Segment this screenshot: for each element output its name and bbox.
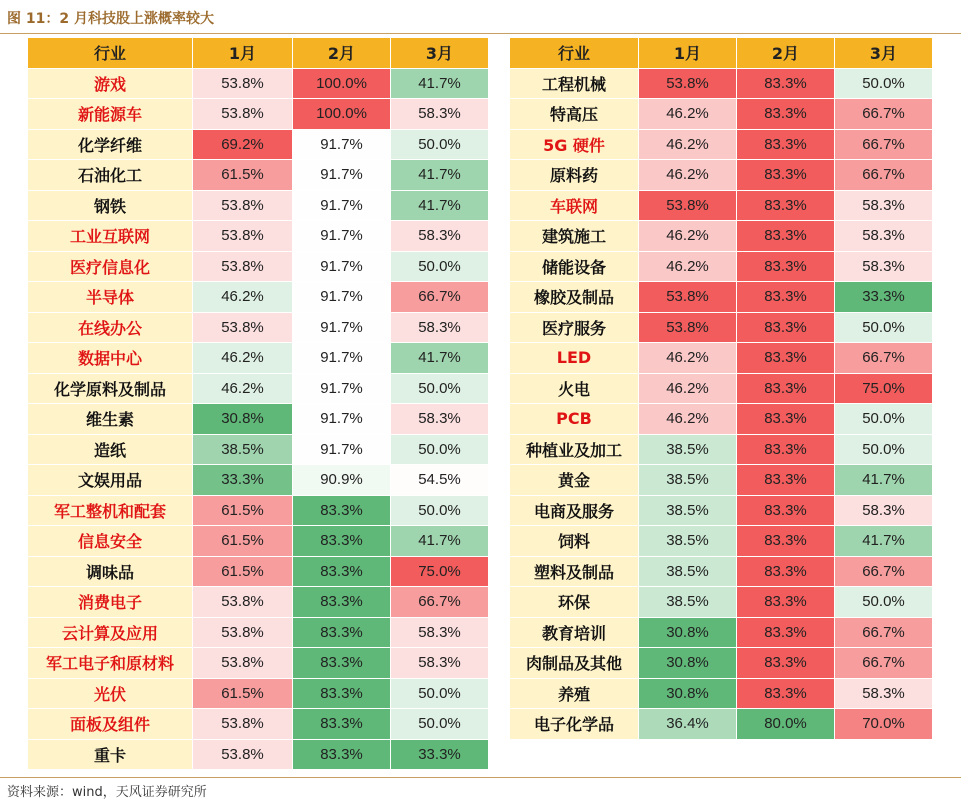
industry-label: 5G 硬件: [510, 129, 639, 160]
heatmap-cell: 83.3%: [737, 465, 835, 496]
table-row: [28, 190, 489, 221]
heatmap-cell: 66.7%: [835, 129, 933, 160]
heatmap-cell: 83.3%: [737, 160, 835, 191]
industry-label: 云计算及应用: [28, 617, 193, 648]
heatmap-cell: 61.5%: [193, 526, 293, 557]
heatmap-cell: 61.5%: [193, 678, 293, 709]
heatmap-cell: 53.8%: [193, 709, 293, 740]
table-row: [510, 617, 933, 648]
heatmap-cell: 83.3%: [293, 739, 391, 770]
heatmap-cell: 83.3%: [737, 282, 835, 313]
industry-label: 火电: [510, 373, 639, 404]
column-header-industry: 行业: [28, 38, 193, 69]
industry-label: 医疗服务: [510, 312, 639, 343]
column-header-industry: 行业: [510, 38, 639, 69]
heatmap-cell: 66.7%: [391, 282, 489, 313]
table-row: [510, 68, 933, 99]
table-row: [28, 495, 489, 526]
heatmap-cell: 83.3%: [293, 556, 391, 587]
heatmap-cell: 83.3%: [737, 343, 835, 374]
industry-label: 造纸: [28, 434, 193, 465]
table-row: [28, 312, 489, 343]
heatmap-cell: 50.0%: [391, 251, 489, 282]
source-rule: [0, 777, 961, 778]
table-row: [28, 68, 489, 99]
heatmap-cell: 50.0%: [391, 678, 489, 709]
industry-label: 环保: [510, 587, 639, 618]
table-row: [28, 465, 489, 496]
heatmap-cell: 38.5%: [193, 434, 293, 465]
heatmap-cell: 53.8%: [639, 312, 737, 343]
heatmap-cell: 83.3%: [737, 68, 835, 99]
industry-label: 黄金: [510, 465, 639, 496]
heatmap-cell: 36.4%: [639, 709, 737, 740]
industry-label: 塑料及制品: [510, 556, 639, 587]
table-row: [28, 617, 489, 648]
figure-title: 图 11：2 月科技股上涨概率较大: [7, 11, 214, 27]
heatmap-cell: 83.3%: [737, 251, 835, 282]
heatmap-cell: 50.0%: [391, 373, 489, 404]
heatmap-cell: 46.2%: [639, 99, 737, 130]
table-row: [510, 495, 933, 526]
heatmap-cell: 83.3%: [293, 587, 391, 618]
heatmap-cell: 53.8%: [193, 221, 293, 252]
heatmap-cell: 100.0%: [293, 68, 391, 99]
header-row: [510, 38, 933, 69]
heatmap-cell: 46.2%: [639, 373, 737, 404]
industry-label: 钢铁: [28, 190, 193, 221]
heatmap-cell: 53.8%: [193, 617, 293, 648]
column-header-jan: 1月: [193, 38, 293, 69]
heatmap-cell: 50.0%: [391, 129, 489, 160]
table-row: [510, 160, 933, 191]
heatmap-cell: 38.5%: [639, 556, 737, 587]
industry-label: 半导体: [28, 282, 193, 313]
heatmap-cell: 41.7%: [391, 68, 489, 99]
table-row: [28, 526, 489, 557]
table-row: [28, 709, 489, 740]
industry-label: 消费电子: [28, 587, 193, 618]
table-row: [510, 556, 933, 587]
table-row: [510, 190, 933, 221]
industry-label: 在线办公: [28, 312, 193, 343]
source-note: 资料来源：wind，天风证券研究所: [7, 785, 207, 800]
industry-label: LED: [510, 343, 639, 374]
heatmap-cell: 50.0%: [835, 404, 933, 435]
heatmap-cell: 46.2%: [639, 404, 737, 435]
heatmap-cell: 38.5%: [639, 526, 737, 557]
heatmap-cell: 66.7%: [835, 99, 933, 130]
heatmap-cell: 53.8%: [193, 739, 293, 770]
heatmap-cell: 46.2%: [639, 251, 737, 282]
heatmap-cell: 53.8%: [639, 190, 737, 221]
heatmap-cell: 46.2%: [639, 343, 737, 374]
heatmap-cell: 91.7%: [293, 373, 391, 404]
heatmap-cell: 91.7%: [293, 160, 391, 191]
industry-label: 光伏: [28, 678, 193, 709]
heatmap-cell: 58.3%: [835, 678, 933, 709]
heatmap-cell: 100.0%: [293, 99, 391, 130]
table-row: [28, 678, 489, 709]
industry-label: 建筑施工: [510, 221, 639, 252]
heatmap-cell: 46.2%: [193, 282, 293, 313]
industry-label: 化学纤维: [28, 129, 193, 160]
industry-label: 维生素: [28, 404, 193, 435]
table-row: [510, 343, 933, 374]
heatmap-cell: 83.3%: [737, 373, 835, 404]
table-row: [510, 373, 933, 404]
table-row: [28, 99, 489, 130]
table-row: [28, 648, 489, 679]
heatmap-cell: 91.7%: [293, 343, 391, 374]
heatmap-cell: 83.3%: [737, 312, 835, 343]
heatmap-cell: 58.3%: [835, 495, 933, 526]
heatmap-cell: 91.7%: [293, 190, 391, 221]
heatmap-cell: 38.5%: [639, 587, 737, 618]
heatmap-cell: 83.3%: [737, 404, 835, 435]
table-row: [28, 282, 489, 313]
table-body-right: [510, 68, 933, 739]
heatmap-cell: 66.7%: [835, 556, 933, 587]
heatmap-cell: 58.3%: [835, 190, 933, 221]
heatmap-cell: 58.3%: [391, 617, 489, 648]
heatmap-cell: 50.0%: [835, 587, 933, 618]
heatmap-cell: 58.3%: [391, 648, 489, 679]
industry-label: 调味品: [28, 556, 193, 587]
heatmap-cell: 54.5%: [391, 465, 489, 496]
industry-label: 车联网: [510, 190, 639, 221]
heatmap-cell: 58.3%: [391, 312, 489, 343]
heatmap-cell: 83.3%: [737, 434, 835, 465]
heatmap-cell: 38.5%: [639, 495, 737, 526]
heatmap-cell: 91.7%: [293, 404, 391, 435]
heatmap-cell: 69.2%: [193, 129, 293, 160]
heatmap-cell: 30.8%: [639, 678, 737, 709]
heatmap-cell: 53.8%: [193, 587, 293, 618]
table-row: [510, 709, 933, 740]
table-row: [510, 404, 933, 435]
heatmap-cell: 53.8%: [193, 99, 293, 130]
heatmap-cell: 83.3%: [737, 648, 835, 679]
heatmap-cell: 53.8%: [193, 251, 293, 282]
heatmap-cell: 53.8%: [639, 68, 737, 99]
heatmap-cell: 83.3%: [293, 678, 391, 709]
industry-label: 种植业及加工: [510, 434, 639, 465]
heatmap-cell: 91.7%: [293, 282, 391, 313]
heatmap-cell: 30.8%: [639, 648, 737, 679]
heatmap-cell: 38.5%: [639, 465, 737, 496]
heatmap-cell: 50.0%: [835, 68, 933, 99]
table-row: [28, 343, 489, 374]
heatmap-cell: 91.7%: [293, 251, 391, 282]
heatmap-cell: 83.3%: [737, 99, 835, 130]
heatmap-cell: 83.3%: [737, 587, 835, 618]
table-row: [510, 434, 933, 465]
heatmap-cell: 83.3%: [737, 495, 835, 526]
heatmap-cell: 83.3%: [737, 678, 835, 709]
table-row: [510, 282, 933, 313]
heatmap-cell: 53.8%: [193, 648, 293, 679]
heatmap-cell: 66.7%: [835, 160, 933, 191]
industry-label: 橡胶及制品: [510, 282, 639, 313]
heatmap-cell: 83.3%: [737, 129, 835, 160]
industry-label: 养殖: [510, 678, 639, 709]
heatmap-cell: 58.3%: [835, 221, 933, 252]
heatmap-table-left: [27, 37, 489, 770]
heatmap-cell: 66.7%: [835, 343, 933, 374]
heatmap-cell: 83.3%: [293, 709, 391, 740]
heatmap-cell: 50.0%: [391, 434, 489, 465]
heatmap-cell: 53.8%: [639, 282, 737, 313]
heatmap-cell: 61.5%: [193, 556, 293, 587]
table-row: [28, 434, 489, 465]
industry-label: 化学原料及制品: [28, 373, 193, 404]
industry-label: 电子化学品: [510, 709, 639, 740]
industry-label: 石油化工: [28, 160, 193, 191]
heatmap-cell: 83.3%: [737, 617, 835, 648]
industry-label: 新能源车: [28, 99, 193, 130]
table-row: [28, 373, 489, 404]
heatmap-cell: 41.7%: [391, 343, 489, 374]
column-header-jan: 1月: [639, 38, 737, 69]
table-row: [510, 251, 933, 282]
header-row: [28, 38, 489, 69]
column-header-mar: 3月: [391, 38, 489, 69]
heatmap-cell: 83.3%: [293, 495, 391, 526]
heatmap-cell: 61.5%: [193, 495, 293, 526]
heatmap-cell: 53.8%: [193, 312, 293, 343]
table-row: [510, 678, 933, 709]
table-row: [28, 739, 489, 770]
heatmap-cell: 53.8%: [193, 68, 293, 99]
table-row: [510, 587, 933, 618]
heatmap-cell: 46.2%: [639, 129, 737, 160]
heatmap-cell: 46.2%: [639, 221, 737, 252]
heatmap-cell: 61.5%: [193, 160, 293, 191]
column-header-feb: 2月: [737, 38, 835, 69]
heatmap-cell: 58.3%: [391, 404, 489, 435]
heatmap-cell: 83.3%: [737, 221, 835, 252]
heatmap-cell: 66.7%: [835, 617, 933, 648]
table-body-left: [28, 68, 489, 770]
industry-label: 工程机械: [510, 68, 639, 99]
table-row: [28, 129, 489, 160]
column-header-mar: 3月: [835, 38, 933, 69]
table-row: [28, 160, 489, 191]
heatmap-cell: 41.7%: [835, 526, 933, 557]
heatmap-cell: 46.2%: [193, 343, 293, 374]
heatmap-cell: 91.7%: [293, 312, 391, 343]
heatmap-table-right: [509, 37, 933, 740]
heatmap-cell: 58.3%: [391, 221, 489, 252]
table-row: [510, 465, 933, 496]
industry-label: 教育培训: [510, 617, 639, 648]
heatmap-cell: 66.7%: [391, 587, 489, 618]
industry-label: 数据中心: [28, 343, 193, 374]
heatmap-cell: 33.3%: [391, 739, 489, 770]
heatmap-cell: 91.7%: [293, 221, 391, 252]
industry-label: 原料药: [510, 160, 639, 191]
industry-label: 文娱用品: [28, 465, 193, 496]
industry-label: 饲料: [510, 526, 639, 557]
table-row: [28, 404, 489, 435]
table-row: [28, 587, 489, 618]
heatmap-cell: 80.0%: [737, 709, 835, 740]
heatmap-cell: 46.2%: [639, 160, 737, 191]
table-row: [510, 221, 933, 252]
heatmap-cell: 50.0%: [391, 709, 489, 740]
heatmap-cell: 58.3%: [391, 99, 489, 130]
industry-label: PCB: [510, 404, 639, 435]
heatmap-cell: 83.3%: [737, 526, 835, 557]
industry-label: 储能设备: [510, 251, 639, 282]
heatmap-cell: 50.0%: [835, 434, 933, 465]
heatmap-cell: 41.7%: [391, 190, 489, 221]
heatmap-cell: 91.7%: [293, 129, 391, 160]
heatmap-cell: 90.9%: [293, 465, 391, 496]
title-rule: [0, 33, 961, 34]
table-row: [510, 526, 933, 557]
heatmap-cell: 83.3%: [737, 190, 835, 221]
heatmap-cell: 66.7%: [835, 648, 933, 679]
heatmap-cell: 41.7%: [391, 526, 489, 557]
industry-label: 医疗信息化: [28, 251, 193, 282]
heatmap-cell: 83.3%: [293, 617, 391, 648]
table-row: [510, 648, 933, 679]
industry-label: 面板及组件: [28, 709, 193, 740]
industry-label: 军工整机和配套: [28, 495, 193, 526]
heatmap-cell: 70.0%: [835, 709, 933, 740]
industry-label: 信息安全: [28, 526, 193, 557]
heatmap-cell: 83.3%: [293, 526, 391, 557]
heatmap-cell: 41.7%: [391, 160, 489, 191]
heatmap-cell: 75.0%: [391, 556, 489, 587]
industry-label: 电商及服务: [510, 495, 639, 526]
industry-label: 游戏: [28, 68, 193, 99]
table-row: [510, 99, 933, 130]
table-row: [510, 129, 933, 160]
heatmap-cell: 83.3%: [293, 648, 391, 679]
table-row: [28, 556, 489, 587]
table-row: [510, 312, 933, 343]
industry-label: 特高压: [510, 99, 639, 130]
heatmap-cell: 83.3%: [737, 556, 835, 587]
heatmap-cell: 53.8%: [193, 190, 293, 221]
industry-label: 肉制品及其他: [510, 648, 639, 679]
heatmap-cell: 50.0%: [835, 312, 933, 343]
heatmap-cell: 46.2%: [193, 373, 293, 404]
heatmap-cell: 30.8%: [639, 617, 737, 648]
industry-label: 工业互联网: [28, 221, 193, 252]
heatmap-cell: 91.7%: [293, 434, 391, 465]
industry-label: 重卡: [28, 739, 193, 770]
heatmap-cell: 50.0%: [391, 495, 489, 526]
heatmap-cell: 75.0%: [835, 373, 933, 404]
industry-label: 军工电子和原材料: [28, 648, 193, 679]
table-row: [28, 221, 489, 252]
table-row: [28, 251, 489, 282]
heatmap-cell: 58.3%: [835, 251, 933, 282]
heatmap-cell: 30.8%: [193, 404, 293, 435]
heatmap-cell: 41.7%: [835, 465, 933, 496]
column-header-feb: 2月: [293, 38, 391, 69]
heatmap-cell: 33.3%: [193, 465, 293, 496]
heatmap-cell: 33.3%: [835, 282, 933, 313]
heatmap-cell: 38.5%: [639, 434, 737, 465]
